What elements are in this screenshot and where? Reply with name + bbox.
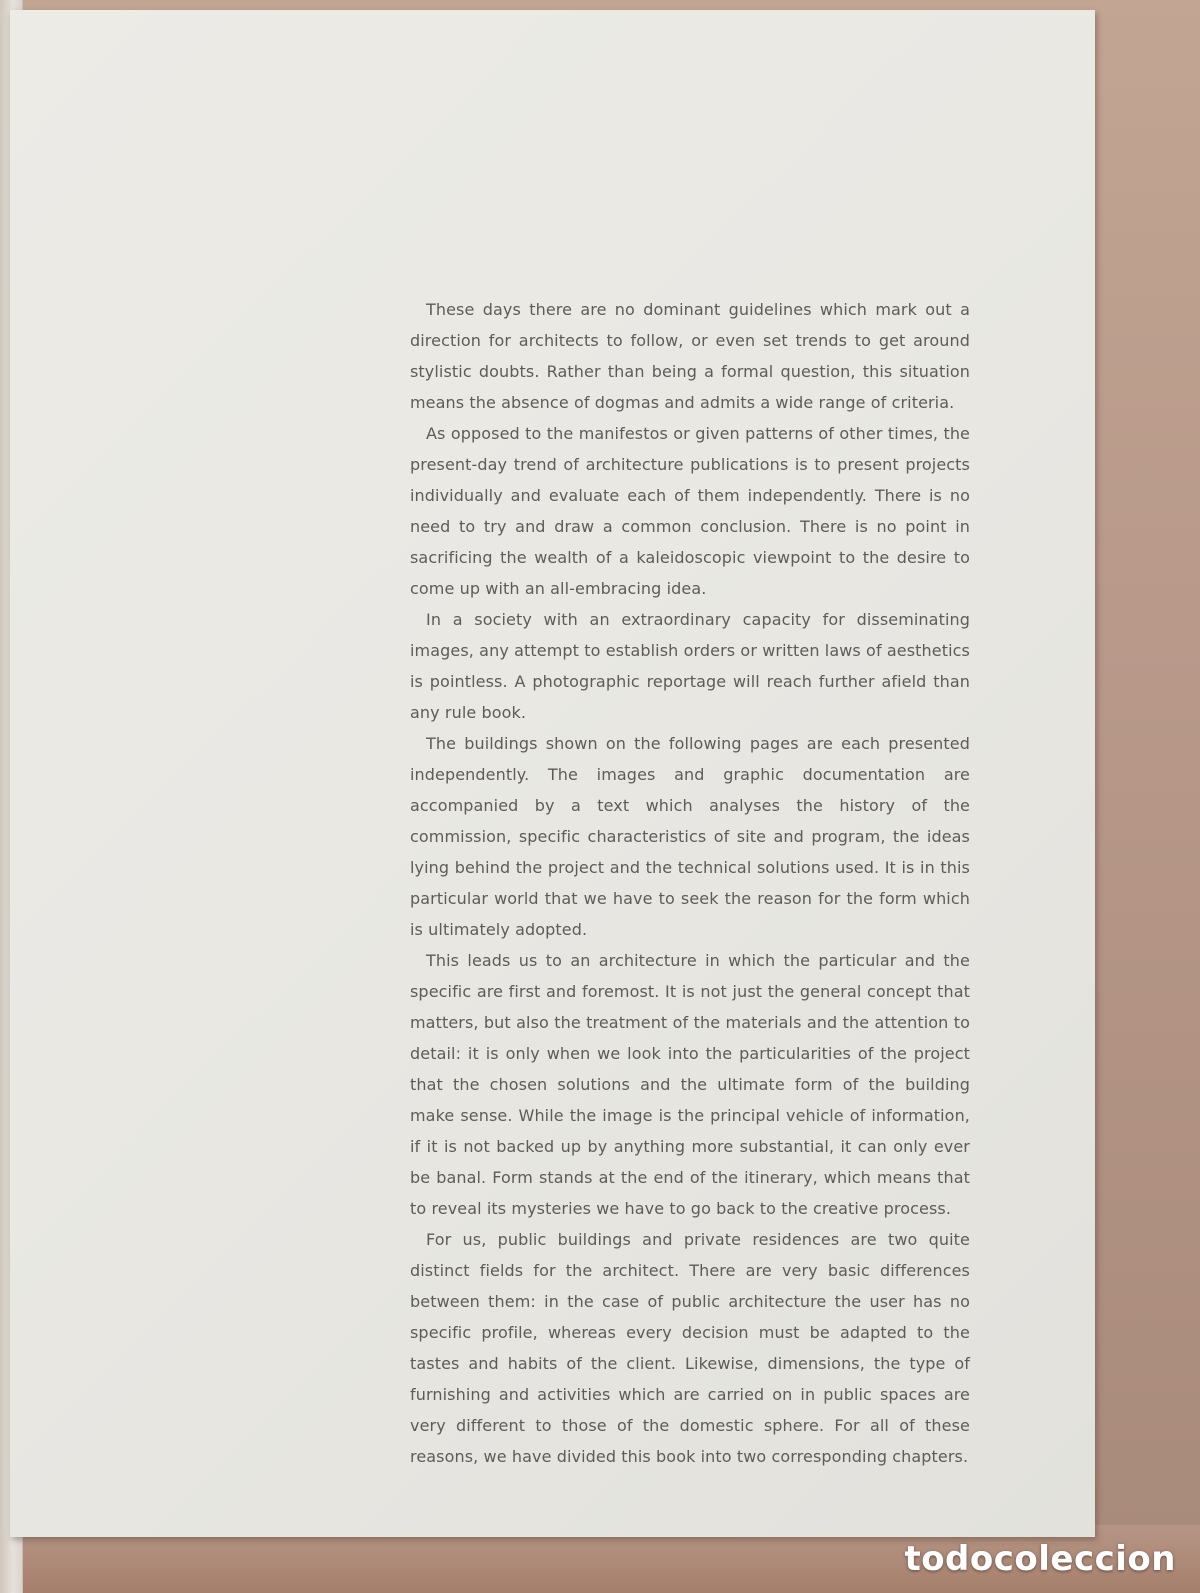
paragraph-6: For us, public buildings and private residences are two quite distinct fields for the architect. There are very basic differences between them: in the case of public architecture the user has no specific profile, whereas every decision must be adapted to the tastes and habits of the client. Likewise, dimensions, the type of furnishing and activities which are carried on in public spaces are very different to those of the domestic sphere. For all of these reasons, we have divided this book into two corresponding chapters.: [410, 1230, 970, 1466]
paragraph-3: In a society with an extraordinary capacity for disseminating images, any attempt to establish orders or written laws of aesthetics is pointless. A photographic reportage will reach further afield than any rule book.: [410, 610, 970, 722]
paragraph-4: The buildings shown on the following pages are each presented independently. The images and graphic documentation are accompanied by a text which analyses the history of the commission, specific characteristics of site and program, the ideas lying behind the project and the technical solutions used. It is in this particular world that we have to seek the reason for the form which is ultimately adopted.: [410, 734, 970, 939]
watermark-logo: todocoleccion: [904, 1539, 1176, 1579]
paragraph-1: These days there are no dominant guidelines which mark out a direction for architects to follow, or even set trends to get around stylistic doubts. Rather than being a formal question, this situation means the absence of dogmas and admits a wide range of criteria.: [410, 300, 970, 412]
body-text: [410, 294, 970, 1472]
book-page: [10, 10, 1095, 1537]
paragraph-5: This leads us to an architecture in which the particular and the specific are first and foremost. It is not just the general concept that matters, but also the treatment of the materials and the attention to detail: it is only when we look into the particularities of the project that the chosen solutions and the ultimate form of the building make sense. While the image is the principal vehicle of information, if it is not backed up by anything more substantial, it can only ever be banal. Form stands at the end of the itinerary, which means that to reveal its mysteries we have to go back to the creative process.: [410, 951, 970, 1218]
paragraph-2: As opposed to the manifestos or given patterns of other times, the present-day trend of architecture publications is to present projects individually and evaluate each of them independently. There is no need to try and draw a common conclusion. There is no point in sacrificing the wealth of a kaleidoscopic viewpoint to the desire to come up with an all-embracing idea.: [410, 424, 970, 598]
